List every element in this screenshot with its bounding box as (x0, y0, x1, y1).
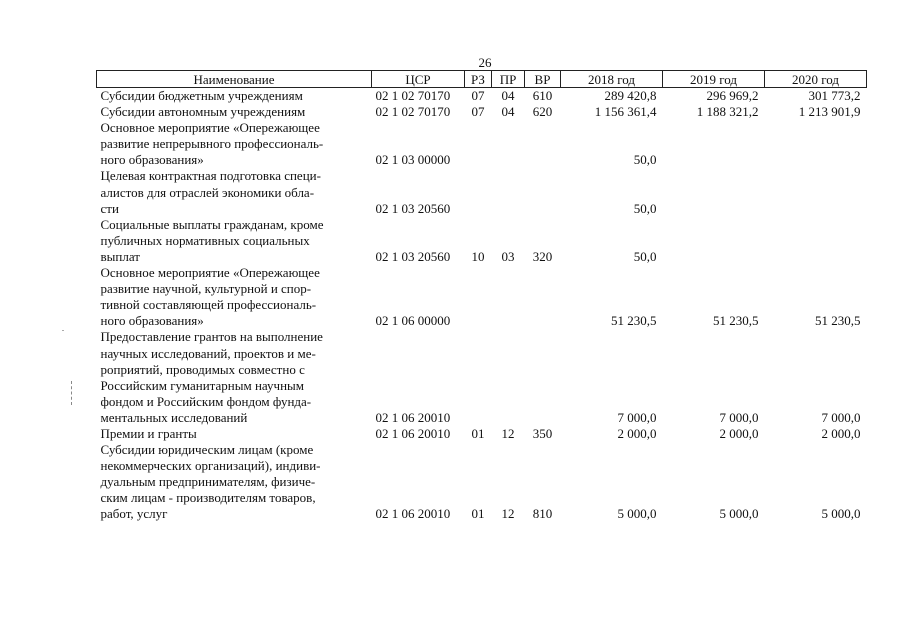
name-line: Субсидии автономным учреждениям (100, 104, 306, 120)
cell-2019: 1 188 321,2 (696, 104, 759, 120)
cell-csr: 02 1 02 70170 (375, 104, 451, 120)
cell-name (97, 329, 372, 426)
cell-csr: 02 1 06 20010 (375, 506, 451, 522)
cell-2019: 296 969,2 (706, 88, 759, 103)
cell-pr (492, 120, 525, 168)
cell-2018: 5 000,0 (617, 506, 657, 522)
scan-speck (62, 330, 64, 331)
table-row (97, 104, 867, 120)
cell-2020: 5 000,0 (821, 506, 861, 522)
cell-vr (525, 329, 561, 426)
cell-rz (465, 329, 492, 426)
budget-table (96, 70, 867, 523)
column-header-name: Наименование (97, 71, 372, 88)
cell-2020: 51 230,5 (815, 313, 861, 329)
cell-vr (525, 120, 561, 168)
cell-pr: 12 (501, 425, 515, 441)
name-line: научных исследований, проектов и ме- (100, 345, 316, 361)
cell-csr: 02 1 06 00000 (375, 313, 451, 329)
cell-2019: 2 000,0 (719, 425, 759, 441)
column-header-2020: 2020 год (765, 71, 867, 88)
name-line: развитие непрерывного профессиональ- (100, 136, 324, 152)
table-header (97, 71, 867, 88)
name-line: Основное мероприятие «Опережающее (100, 120, 320, 136)
cell-2020: 1 213 901,9 (798, 104, 861, 120)
name-line: ного образования» (100, 313, 204, 329)
page-number: 26 (478, 55, 492, 70)
table-row (97, 329, 867, 426)
name-line: публичных нормативных социальных (100, 232, 310, 248)
name-line: Целевая контрактная подготовка специ- (100, 168, 321, 184)
cell-2019: 51 230,5 (713, 313, 759, 329)
table-row (97, 265, 867, 329)
cell-rz: 07 (471, 104, 485, 120)
name-line: Премии и гранты (100, 425, 197, 441)
cell-name (97, 168, 372, 216)
cell-vr (525, 265, 561, 329)
name-line: ским лицам - производителям товаров, (100, 490, 316, 506)
margin-mark (71, 381, 73, 405)
cell-csr: 02 1 03 20560 (375, 248, 451, 264)
cell-rz (465, 120, 492, 168)
cell-2019 (663, 120, 765, 168)
name-line: работ, услуг (100, 506, 168, 522)
cell-name (97, 442, 372, 522)
cell-2019 (663, 168, 765, 216)
name-line: Основное мероприятие «Опережающее (100, 265, 320, 281)
cell-name (97, 217, 372, 265)
column-header-pr: ПР (492, 71, 525, 88)
cell-name (97, 120, 372, 168)
name-line: выплат (100, 248, 140, 264)
cell-rz: 01 (471, 425, 485, 441)
cell-name (97, 265, 372, 329)
cell-pr: 04 (501, 104, 515, 120)
cell-2018: 2 000,0 (617, 425, 657, 441)
cell-csr: 02 1 06 20010 (375, 425, 451, 441)
cell-vr (525, 168, 561, 216)
name-line: роприятий, проводимых совместно с (100, 361, 305, 377)
cell-2018: 50,0 (633, 200, 657, 216)
cell-2018: 7 000,0 (617, 409, 657, 425)
cell-2018: 50,0 (633, 248, 657, 264)
cell-2020 (765, 120, 867, 168)
table-row (97, 168, 867, 216)
table-body (97, 88, 867, 523)
cell-pr (492, 329, 525, 426)
cell-name (97, 104, 372, 120)
cell-2020: 7 000,0 (821, 409, 861, 425)
name-line: сти (100, 200, 119, 216)
name-line: Субсидии юридическим лицам (кроме (100, 442, 314, 458)
column-header-csr: ЦСР (372, 71, 465, 88)
column-header-2019: 2019 год (663, 71, 765, 88)
cell-csr: 02 1 03 20560 (375, 200, 451, 216)
name-line: Предоставление грантов на выполнение (100, 329, 323, 345)
cell-pr: 03 (501, 248, 515, 264)
column-header-vr: ВР (525, 71, 561, 88)
table-row (97, 88, 867, 105)
name-line: тивной составляющей профессиональ- (100, 297, 317, 313)
cell-2018: 289 420,8 (604, 88, 657, 103)
cell-csr: 02 1 02 70170 (375, 88, 451, 103)
cell-vr: 610 (532, 88, 553, 103)
cell-rz (465, 168, 492, 216)
name-line: ментальных исследований (100, 409, 248, 425)
cell-pr (492, 265, 525, 329)
cell-2020: 301 773,2 (808, 88, 861, 103)
table-row (97, 426, 867, 442)
table-row (97, 217, 867, 265)
cell-vr: 320 (532, 248, 553, 264)
cell-name (97, 88, 372, 105)
cell-csr: 02 1 06 20010 (375, 409, 451, 425)
cell-2019: 5 000,0 (719, 506, 759, 522)
cell-2020 (765, 217, 867, 265)
name-line: дуальным предпринимателям, физиче- (100, 474, 316, 490)
column-header-rz: РЗ (465, 71, 492, 88)
cell-2020: 2 000,0 (821, 425, 861, 441)
name-line: Российским гуманитарным научным (100, 377, 304, 393)
cell-rz (465, 265, 492, 329)
cell-2018: 51 230,5 (611, 313, 657, 329)
table-row (97, 442, 867, 522)
cell-csr: 02 1 03 00000 (375, 152, 451, 168)
name-line: Субсидии бюджетным учреждениям (100, 88, 303, 103)
name-line: развитие научной, культурной и спор- (100, 281, 312, 297)
cell-2019: 7 000,0 (719, 409, 759, 425)
cell-2018: 50,0 (633, 152, 657, 168)
cell-2019 (663, 217, 765, 265)
name-line: Социальные выплаты гражданам, кроме (100, 216, 324, 232)
name-line: алистов для отраслей экономики обла- (100, 184, 315, 200)
cell-2020 (765, 168, 867, 216)
cell-rz: 10 (471, 248, 485, 264)
cell-pr: 04 (501, 88, 515, 103)
column-header-2018: 2018 год (561, 71, 663, 88)
cell-rz: 01 (471, 506, 485, 522)
table-row (97, 120, 867, 168)
cell-pr (492, 168, 525, 216)
name-line: фондом и Российским фондом фунда- (100, 393, 312, 409)
name-line: ного образования» (100, 152, 204, 168)
cell-name (97, 426, 372, 442)
cell-vr: 620 (532, 104, 553, 120)
name-line: некоммерческих организаций), индиви- (100, 458, 321, 474)
cell-vr: 350 (532, 425, 553, 441)
cell-pr: 12 (501, 506, 515, 522)
cell-rz: 07 (471, 88, 485, 103)
cell-vr: 810 (532, 506, 553, 522)
cell-2018: 1 156 361,4 (594, 104, 657, 120)
